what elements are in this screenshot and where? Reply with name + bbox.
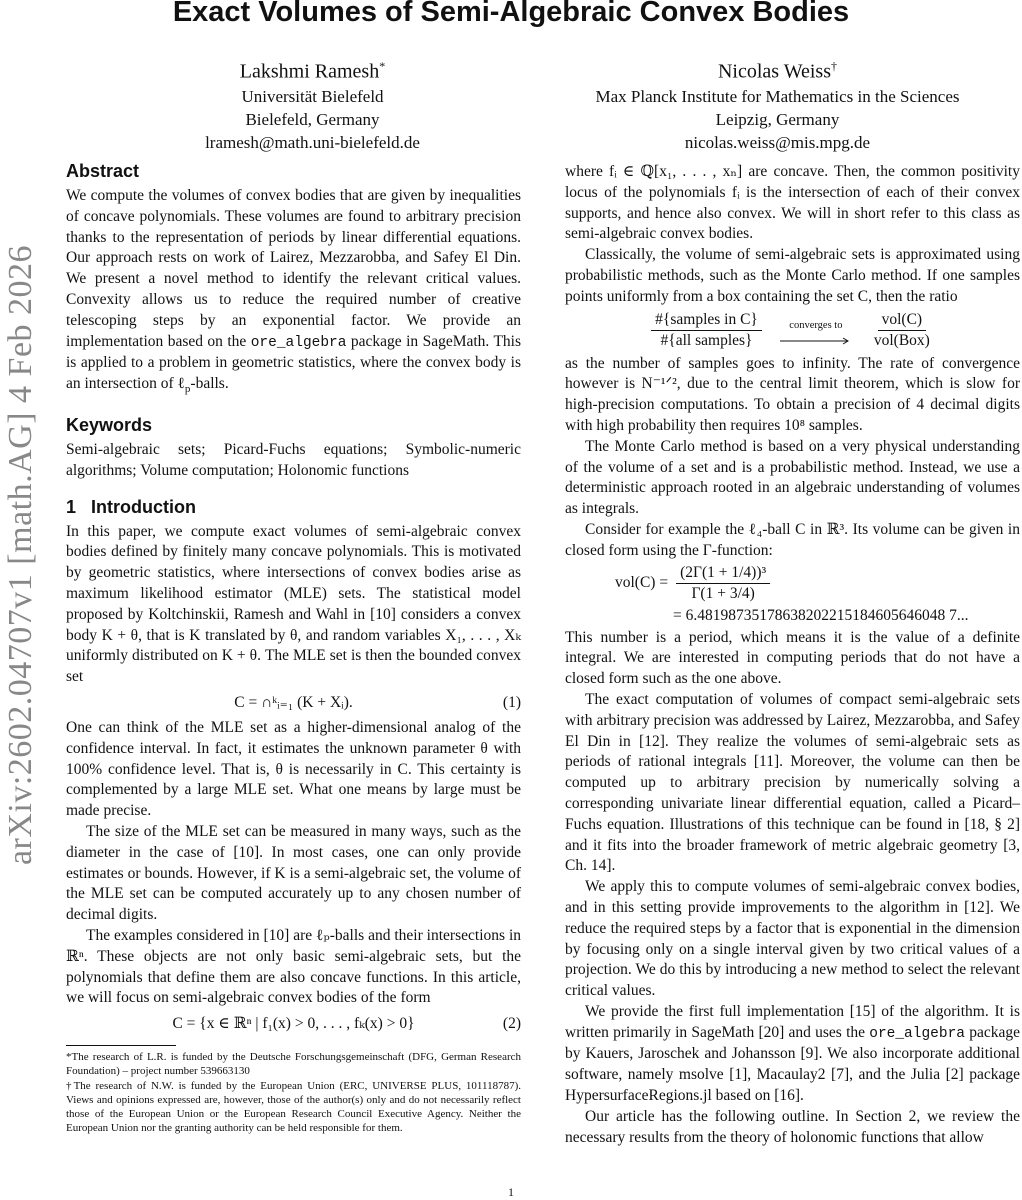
right-paragraph-10: Our article has the following outline. In Section 2, we review the necessary results from the theory of holonomic functions that allow bbox=[565, 1107, 1020, 1146]
author-block-1 bbox=[160, 54, 465, 154]
left-column bbox=[66, 156, 521, 1135]
paper-title: Exact Volumes of Semi-Algebraic Convex Bodies bbox=[172, 0, 850, 28]
right-paragraph-4: The Monte Carlo method is based on a very physical understanding of the volume of a set and is a probabilistic method. Instead, we use a deterministic approach rooted in an algebraic understanding of volumes as integrals. bbox=[565, 437, 1020, 518]
abstract-text: We compute the volumes of convex bodies that are given by inequalities of concave polynomials. These volumes are found to arbitrary precision thanks to the representation of periods by linear differential equations. Our approach rests on work of Lairez, Mezzarobba, and Safey El Din. We present a novel method to identify the relevant critical values. Convexity allows us to reduce the required number of creative telescoping steps by an exponential factor. We provide an implementation based on the ore_algebra package in SageMath. This is applied to a problem in geometric statistics, where the convex body is an intersection of ℓ$_p$-balls. bbox=[66, 187, 521, 396]
intro-paragraph-3: The size of the MLE set can be measured in many ways, such as the diameter in the case of [10]. In most cases, one can only provide estimates or bounds. However, if K is a semi-algebraic set, the volume of the MLE set can be computed accurately up to any chosen number of decimal digits. bbox=[66, 823, 521, 924]
right-paragraph-2: Classically, the volume of semi-algebraic sets is approximated using probabilistic methods, such as the Monte Carlo method. If one samples points uniformly from a box containing the set C, then the ratio bbox=[565, 246, 1020, 305]
section-heading-introduction: 1 Introduction bbox=[66, 496, 197, 517]
right-paragraph-6: This number is a period, which means it is the value of a definite integral. We are interested in computing periods that do not have a closed form such as the one above. bbox=[565, 628, 1020, 688]
author-location: Bielefeld, Germany bbox=[245, 109, 380, 129]
intro-paragraph-4: The examples considered in [10] are ℓₚ-balls and their intersections in ℝⁿ. These objects are not only basic semi-algebraic sets, but the polynomials that define them are also concave functions. In this article, we will focus on semi-algebraic convex bodies of the form bbox=[66, 927, 521, 1007]
right-paragraph-7: The exact computation of volumes of compact semi-algebraic sets with arbitrary precision was addressed by Lairez, Mezzarobba, and Safey El Din in [12]. They realize the volumes of semi-algebraic sets as periods of rational integrals [11]. Moreover, the volume can then be computed up to arbitrary precision by numerically solving a corresponding univariate linear differential equation, called a Picard–Fuchs equation. Illustrations of this technique can be found in [18, § 2] and it fits into the broader framework of metric algebraic geometry [3, Ch. 14]. bbox=[565, 690, 1020, 875]
intro-paragraph-1: In this paper, we compute exact volumes of semi-algebraic convex bodies defined by finitely many concave polynomials. This is motivated by geometric statistics, where intersections of convex bodies arise as maximum likelihood estimator (MLE) sets. The statistical model proposed by Koltchinskii, Ramesh and Wahl in [10] considers a convex body K + θ, that is K translated by θ, and random variables X₁, . . . , Xₖ uniformly distributed on K + θ. The MLE set is then the bounded convex set bbox=[66, 522, 521, 686]
volume-fraction: $\frac{\text{vol(C)}}{\text{vol(Box)}}$ bbox=[873, 311, 930, 350]
right-paragraph-3: as the number of samples goes to infinity. The rate of convergence however is N⁻¹ᐟ², due to the central limit theorem, which is slow for high-precision computations. To obtain a precision of 4 decimal digits with high probability then requires 10⁸ samples. bbox=[565, 354, 1020, 434]
convergence-ratio bbox=[565, 308, 1020, 354]
right-paragraph-1: where fᵢ ∈ ℚ[x₁, . . . , xₙ] are concave. Then, the common positivity locus of the polynomials fᵢ is the intersection of each of their convex supports, and hence also convex. We will in short refer to this class as semi-algebraic convex bodies. bbox=[565, 163, 1020, 243]
converges-arrow: converges to bbox=[780, 316, 852, 345]
abstract-heading: Abstract bbox=[66, 161, 140, 181]
author-block-2 bbox=[560, 54, 995, 154]
right-paragraph-9: We provide the first full implementation [15] of the algorithm. It is written primarily in SageMath [20] and uses the ore_algebra package by Kauers, Jaroschek and Johansson [9]. We also incorporate additional software, namely msolve [1], Macaulay2 [7], and the Julia [2] package HypersurfaceRegions.jl based on [16]. bbox=[565, 1002, 1020, 1105]
author-name: Nicolas Weiss† bbox=[717, 59, 837, 83]
author-affiliation: Universität Bielefeld bbox=[241, 86, 384, 106]
arrow-icon bbox=[780, 337, 852, 345]
volume-value: = 6.48198735178638202215184605646048 7... bbox=[673, 606, 969, 624]
right-column bbox=[565, 156, 1020, 1148]
author-location: Leipzig, Germany bbox=[715, 109, 840, 129]
footnote-1: *The research of L.R. is funded by the Deutsche Forschungsgemeinschaft (DFG, German Research Foundation) – project number 539663130 bbox=[66, 1051, 521, 1078]
arxiv-side-stamp bbox=[0, 175, 42, 935]
author-email: nicolas.weiss@mis.mpg.de bbox=[684, 132, 871, 152]
right-paragraph-8: We apply this to compute volumes of semi-algebraic convex bodies, and in this setting provide improvements to the algorithm in [12]. We reduce the required steps by a factor that is exponential in the dimension by focusing only on a single interval given by two critical values of a projection. We do this by introducing a new method to select the relevant critical values. bbox=[565, 878, 1020, 1000]
footnote-rule bbox=[66, 1045, 176, 1046]
intro-paragraph-2: One can think of the MLE set as a higher-dimensional analog of the confidence interval. In fact, it estimates the unknown parameter θ with 100% confidence level. That is, θ is necessarily in C. This certainty is complemented by a large MLE set. What one means by large must be made precise. bbox=[66, 719, 521, 820]
arxiv-identifier: arXiv:2602.04707v1 [math.AG] 4 Feb 2026 bbox=[2, 244, 39, 866]
volume-formula: vol(C) = $\frac{\text{(2Γ(1 + 1/4))³}}{\Gamma(1 + 3/4)}$ = 6.48198735178638202215184605646048 7... bbox=[565, 562, 1020, 628]
footnote-2: †The research of N.W. is funded by the European Union (ERC, UNIVERSE PLUS, 101118787). Views and opinions expressed are, however, those of the author(s) only and do not necessarily reflect those of the European Union or the European Research Council Executive Agency. Neither the European Union nor the granting authority can be held responsible for them. bbox=[66, 1079, 521, 1135]
equation-1: C = ∩ᵏᵢ₌₁ (K + Xᵢ). (1) bbox=[234, 694, 521, 712]
author-affiliation: Max Planck Institute for Mathematics in the Sciences bbox=[595, 86, 960, 106]
author-name: Lakshmi Ramesh* bbox=[239, 59, 386, 83]
author-email: lramesh@math.uni-bielefeld.de bbox=[205, 132, 420, 152]
keywords-heading: Keywords bbox=[66, 415, 153, 436]
right-paragraph-5: Consider for example the ℓ₄-ball C in ℝ³. Its volume can be given in closed form using the Γ-function: bbox=[565, 520, 1020, 559]
equation-2: C = {x ∈ ℝⁿ | f₁(x) > 0, . . . , fₖ(x) > 0} (2) bbox=[172, 1015, 521, 1033]
keywords-text: Semi-algebraic sets; Picard-Fuchs equations; Symbolic-numeric algorithms; Volume computation; Holonomic functions bbox=[66, 441, 521, 479]
sample-fraction: $\frac{\text{\#\{samples in C\}}}{\text{\#\{all samples\}}}$ bbox=[651, 310, 762, 351]
page-number: 1 bbox=[508, 1185, 514, 1199]
